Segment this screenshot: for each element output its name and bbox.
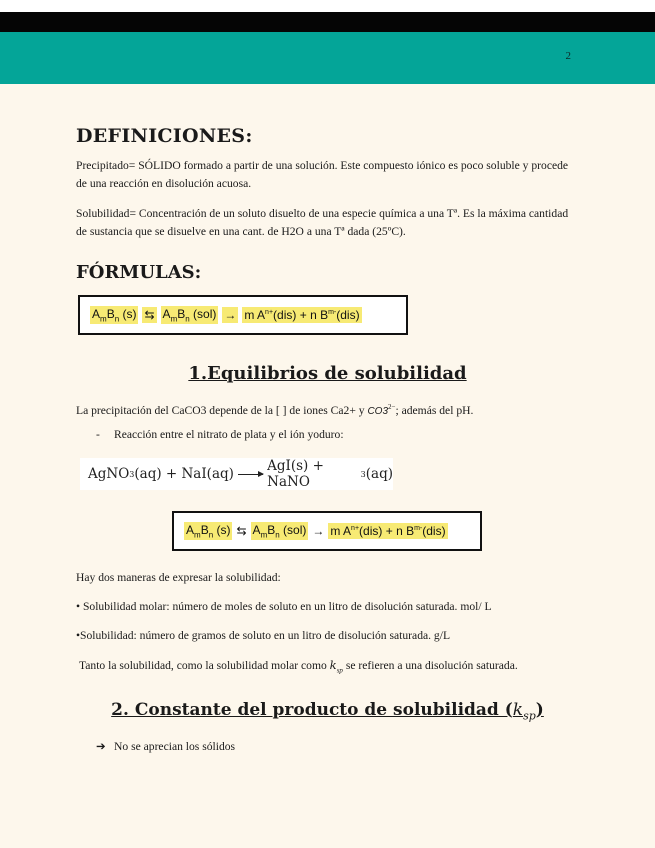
saturated-note: Tanto la solubilidad, como la solubilidad molar como $k_{sp}$ se refieren a una disolución saturada. [79,658,518,675]
precipitado-definition: Precipitado= SÓLIDO formado a partir de una solución. Este compuesto iónico es poco soluble y procede de una reacción en disolución acuosa. [76,159,569,190]
molar-solubility-definition: • Solubilidad molar: número de moles de soluto en un litro de disolución saturada. mol/ L [76,600,492,613]
header-teal-band [0,32,655,84]
reaction-equation-image: AgNO 3 (aq) + NaI(aq) AgI(s) + NaNO 3 (aq) [80,458,393,490]
reaction-bullet: - Reacción entre el nitrato de plata y el ión yoduro: [96,428,344,441]
top-margin [0,0,655,12]
formula2-equilibrium-symbol: ⇆ [236,524,247,538]
caco3-intro: La precipitación del CaCO3 depende de la [ ] de iones Ca2+ y $CO3^{2-}$; además del pH. [76,403,474,417]
reaction-arrow [238,474,263,475]
solubilidad-definition: Solubilidad= Concentración de un soluto disuelto de una especie química a una Tª. Es la máxima cantidad de sustancia que se disuelve en una cant. de H2O a una Tª dada (25ºC). [76,207,569,238]
formula-reactant: $A_mB_n$ (s) [92,306,137,324]
ways-intro: Hay dos maneras de expresar la solubilidad: [76,571,281,584]
formula2-arrow: → [312,524,325,538]
solubility-definition: •Solubilidad: número de gramos de soluto en un litro de disolución saturada. g/L [76,629,451,642]
section2-heading: 2. Constante del producto de solubilidad $(k_{sp})$ [111,700,544,723]
arrow-bullet-icon: ➔ [96,740,106,753]
formula-equilibrium-symbol: ⇆ [144,308,155,322]
formula-box-2 [172,511,482,551]
page-number: 2 [565,50,571,62]
formula-box-1 [78,295,408,335]
formulas-heading: FÓRMULAS: [76,262,202,283]
solids-bullet: ➔ No se aprecian los sólidos [96,740,236,753]
header-black-band [0,12,655,32]
formula2-products: m $A^{n+}(dis) + n$ $B^{m-}(dis)$ [330,524,446,538]
formula-arrow: → [224,308,237,322]
formula-products: m $A^{n+}(dis) + n$ $B^{m-}(dis)$ [244,308,360,322]
formula2-dissolved-species: $A_mB_n$ (sol) [252,522,307,540]
definitions-heading: DEFINICIONES: [76,125,253,147]
section1-heading: 1.Equilibrios de solubilidad [188,363,467,384]
formula-dissolved-species: $A_mB_n$ (sol) [162,306,217,324]
formula2-reactant: $A_mB_n$ (s) [186,522,231,540]
